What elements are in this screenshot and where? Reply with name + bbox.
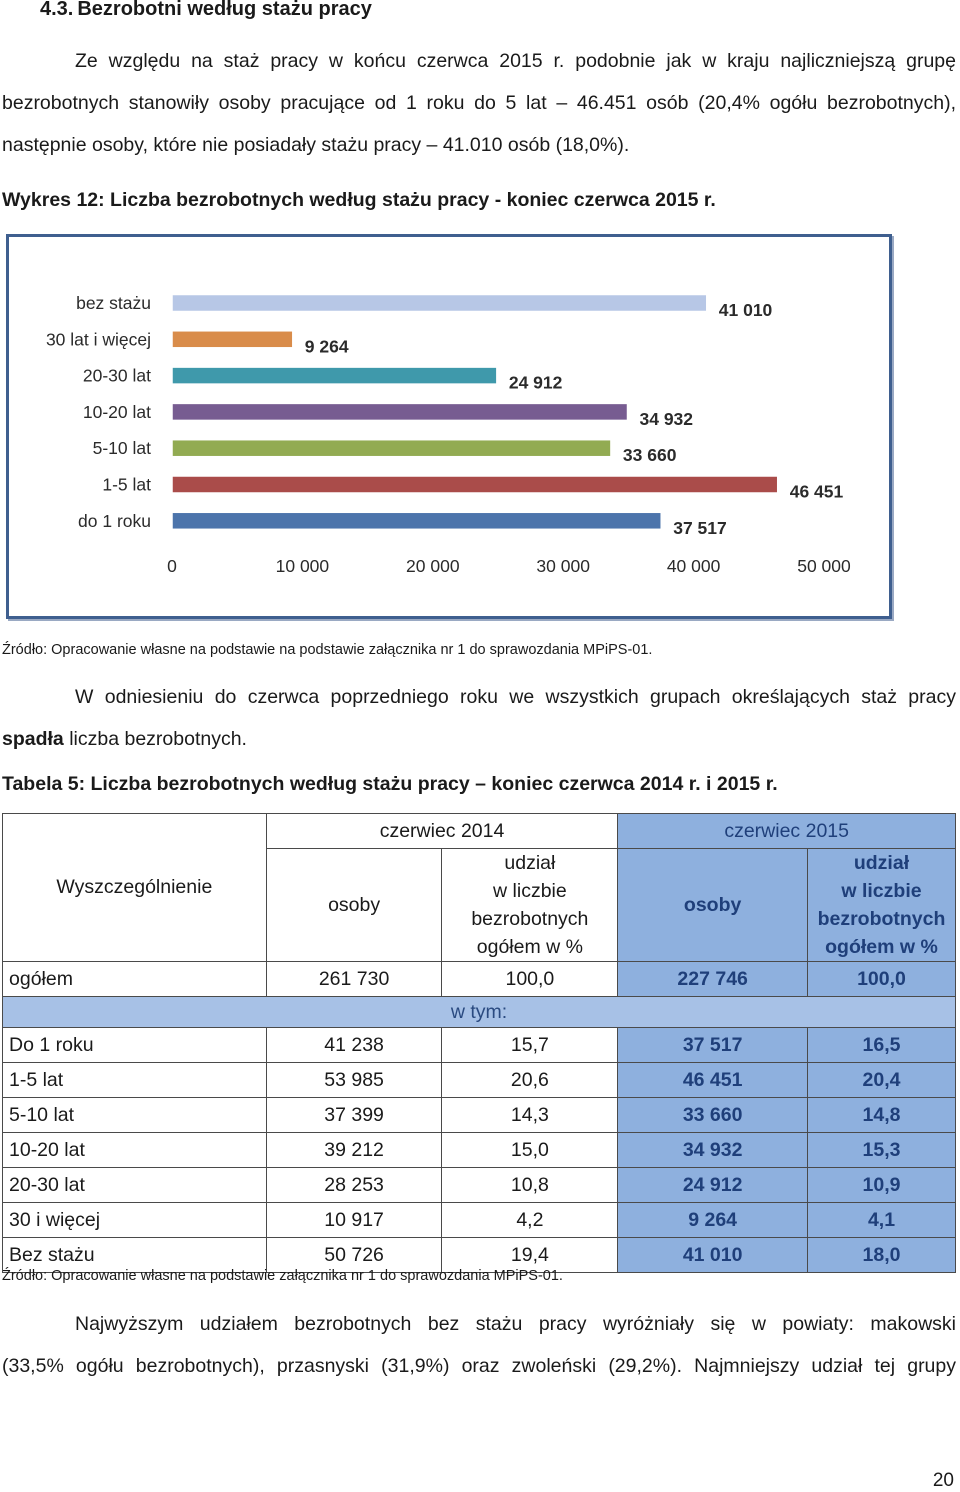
row-2015: 46 451 [618,1063,808,1098]
row-share-2014: 10,8 [442,1168,618,1203]
row-2014: 53 985 [266,1063,442,1098]
data-label: 24 912 [508,372,563,393]
page-number: 20 [932,1470,954,1491]
subheader-wtym: w tym: [3,997,956,1028]
bar [172,512,661,529]
share-line: bezrobotnych [817,908,946,930]
row-share-2015: 15,3 [807,1133,955,1168]
total-share-2015: 100,0 [807,962,955,997]
table-row-total [3,962,956,997]
table-header-row [3,814,956,849]
category-label: 10-20 lat [82,401,151,422]
x-tick-label: 50 000 [797,556,851,576]
table-caption: Tabela 5: Liczba bezrobotnych według stażu pracy – koniec czerwca 2014 r. i 2015 r. [2,773,778,795]
row-share-2014: 20,6 [442,1063,618,1098]
total-share-2014: 100,0 [442,962,618,997]
chart-source: Źródło: Opracowanie własne na podstawie na podstawie załącznika nr 1 do sprawozdania MPiPS-01. [2,642,653,658]
section-number: 4.3. [40,0,74,20]
middle-line: W odniesieniu do czerwca poprzedniego roku we wszystkich grupach określających staż pracy [75,686,956,708]
data-label: 46 451 [789,481,844,502]
data-table [2,813,956,1273]
chart-caption: Wykres 12: Liczba bezrobotnych według stażu pracy - koniec czerwca 2015 r. [2,189,716,211]
total-2015: 227 746 [618,962,808,997]
x-tick-label: 10 000 [275,556,330,576]
header-period-2015: czerwiec 2015 [618,814,956,849]
closing-paragraph [2,1303,956,1387]
data-label: 33 660 [622,445,677,466]
bar [172,331,293,348]
bar [172,403,628,420]
middle-rest: liczba bezrobotnych. [63,728,247,750]
category-label: 30 lat i więcej [45,329,151,350]
row-2015: 37 517 [618,1028,808,1063]
row-2014: 50 726 [266,1238,442,1273]
bar [172,295,707,312]
header-persons-2014: osoby [266,849,442,962]
row-share-2015: 18,0 [807,1238,955,1273]
row-2015: 33 660 [618,1098,808,1133]
row-2015: 41 010 [618,1238,808,1273]
row-2014: 41 238 [266,1028,442,1063]
x-tick-label: 0 [167,556,177,576]
section-heading [40,0,372,21]
share-line: udział [504,852,556,874]
table-row [3,1063,956,1098]
row-share-2014: 4,2 [442,1203,618,1238]
middle-line [2,718,956,760]
middle-bold-word: spadła [2,728,64,750]
row-2015: 9 264 [618,1203,808,1238]
intro-line: Ze względu na staż pracy w końcu czerwca 2015 r. podobnie jak w kraju najliczniejszą grupę [75,50,956,72]
header-period-2014: czerwiec 2014 [266,814,618,849]
bar-chart [9,237,889,616]
row-label: 1-5 lat [3,1063,267,1098]
table-row [3,1028,956,1063]
header-share-2014 [442,849,618,962]
row-share-2015: 14,8 [807,1098,955,1133]
share-line: w liczbie [493,880,567,902]
table-source: Źródło: Opracowanie własne na podstawie załącznika nr 1 do sprawozdania MPiPS-01. [2,1268,563,1284]
row-label: 30 i więcej [3,1203,267,1238]
row-share-2015: 10,9 [807,1168,955,1203]
row-label: Bez stażu [3,1238,267,1273]
share-line: w liczbie [841,880,922,902]
bar [172,476,778,493]
section-title: Bezrobotni według stażu pracy [77,0,372,20]
row-share-2015: 20,4 [807,1063,955,1098]
table-row [3,1168,956,1203]
row-2014: 39 212 [266,1133,442,1168]
x-tick-label: 20 000 [406,556,460,576]
category-label: 20-30 lat [82,365,151,386]
data-label: 37 517 [673,517,727,538]
row-label: 10-20 lat [3,1133,267,1168]
header-share-2015 [807,849,955,962]
row-2014: 28 253 [266,1168,442,1203]
share-line: udział [853,852,910,874]
row-share-2014: 14,3 [442,1098,618,1133]
share-line: ogółem w % [825,936,938,958]
row-share-2014: 15,7 [442,1028,618,1063]
row-share-2015: 4,1 [807,1203,955,1238]
table-row [3,1133,956,1168]
bar [172,367,497,384]
row-2014: 37 399 [266,1098,442,1133]
category-label: 5-10 lat [92,438,151,459]
header-label: Wyszczególnienie [3,814,267,962]
category-label: do 1 roku [78,510,151,531]
category-label: 1-5 lat [102,474,151,495]
row-share-2014: 19,4 [442,1238,618,1273]
x-tick-label: 30 000 [536,556,590,576]
table-row [3,1098,956,1133]
row-2015: 24 912 [618,1168,808,1203]
row-2014: 10 917 [266,1203,442,1238]
row-2015: 34 932 [618,1133,808,1168]
intro-paragraph [2,40,956,166]
header-persons-2015: osoby [618,849,808,962]
closing-line: Najwyższym udziałem bezrobotnych bez stażu pracy wyróżniały się w powiaty: makowski [75,1313,956,1335]
row-label: 5-10 lat [3,1098,267,1133]
share-line: bezrobotnych [471,908,589,930]
data-label: 41 010 [718,300,773,320]
middle-paragraph [2,676,956,760]
total-2014: 261 730 [266,962,442,997]
data-label: 9 264 [304,336,349,357]
row-label: Do 1 roku [3,1028,267,1063]
table-row [3,1203,956,1238]
total-label: ogółem [3,962,267,997]
data-label: 34 932 [639,408,694,429]
table-row-wtym [3,997,956,1028]
row-share-2015: 16,5 [807,1028,955,1063]
row-share-2014: 15,0 [442,1133,618,1168]
closing-line: (33,5% ogółu bezrobotnych), przasnyski (31,9%) oraz zwoleński (29,2%). Najmniejszy udział tej grupy [2,1355,956,1377]
row-label: 20-30 lat [3,1168,267,1203]
x-tick-label: 40 000 [666,556,721,576]
category-label: bez stażu [76,293,151,313]
share-line: ogółem w % [476,936,583,958]
intro-line: następnie osoby, które nie posiadały stażu pracy – 41.010 osób (18,0%). [2,134,630,156]
bar [172,440,611,457]
bar-chart-frame [6,234,892,619]
intro-line: bezrobotnych stanowiły osoby pracujące od 1 roku do 5 lat – 46.451 osób (20,4% ogółu bezrobotnych), [2,92,956,114]
